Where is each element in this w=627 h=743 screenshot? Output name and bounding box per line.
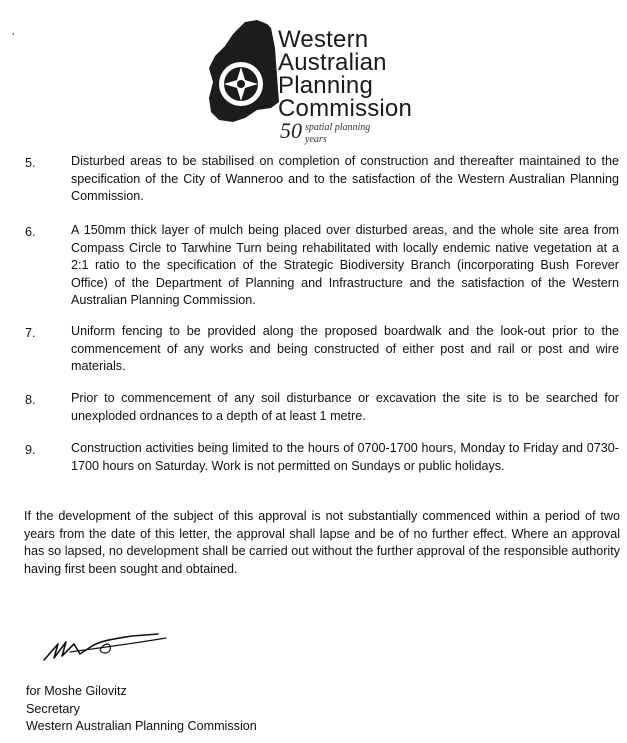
signatory-title: Secretary bbox=[26, 701, 80, 716]
condition-text: A 150mm thick layer of mulch being placed over disturbed areas, and the whole site area from Compass Circle to Tarwhine Turn being rehabilitated with locally endemic native vegetation at a 2:1 ratio to the specification of the Strategic Biodiversity Branch (incorporating Bush Forever Office) of the Department of Planning and Infrastructure and the satisfaction of the Western Australian Planning Commission. bbox=[71, 223, 619, 307]
condition-number: 8. bbox=[25, 393, 36, 407]
anniversary-number: 50 bbox=[280, 118, 302, 143]
lapse-paragraph: If the development of the subject of this approval is not substantially commenced within a period of two years from the date of this letter, the approval shall lapse and be of no further effect. Where an approval has so lapsed, no development shall be carried out without the further approval of the responsible authority having first been sought and obtained. bbox=[24, 509, 620, 576]
wapc-logo bbox=[205, 18, 445, 148]
condition-text: Construction activities being limited to the hours of 0700-1700 hours, Monday to Friday and 0730-1700 hours on Saturday. Work is not permitted on Sundays or public holidays. bbox=[71, 441, 619, 473]
logo-word-4: Commission bbox=[278, 95, 413, 122]
signatory-name: for Moshe Gilovitz bbox=[26, 684, 127, 698]
anniversary-years: years bbox=[305, 134, 327, 145]
wa-map-emblem-icon bbox=[205, 18, 285, 128]
logo-word-1: Western bbox=[278, 26, 369, 53]
signatory-organisation: Western Australian Planning Commission bbox=[26, 719, 257, 733]
anniversary-text: spatial planning bbox=[305, 122, 371, 133]
condition-number: 5. bbox=[25, 156, 36, 170]
logo-word-2: Australian bbox=[278, 49, 387, 76]
condition-number: 9. bbox=[25, 443, 36, 457]
condition-number: 7. bbox=[25, 326, 36, 340]
condition-text: Prior to commencement of any soil disturbance or excavation the site is to be searched for unexploded ordnances to a depth of at least 1 metre. bbox=[71, 391, 619, 423]
corner-mark: ʼ bbox=[12, 32, 15, 44]
condition-text: Disturbed areas to be stabilised on completion of construction and thereafter maintained to the specification of the City of Wanneroo and to the satisfaction of the Western Australian Planning Commission. bbox=[71, 154, 619, 203]
condition-number: 6. bbox=[25, 225, 36, 239]
handwritten-signature bbox=[40, 620, 180, 675]
signature-block bbox=[26, 683, 257, 736]
logo-word-3: Planning bbox=[278, 72, 374, 99]
condition-text: Uniform fencing to be provided along the proposed boardwalk and the look-out prior to the commencement of any works and being constructed of either post and rail or post and wire materials. bbox=[71, 324, 619, 373]
